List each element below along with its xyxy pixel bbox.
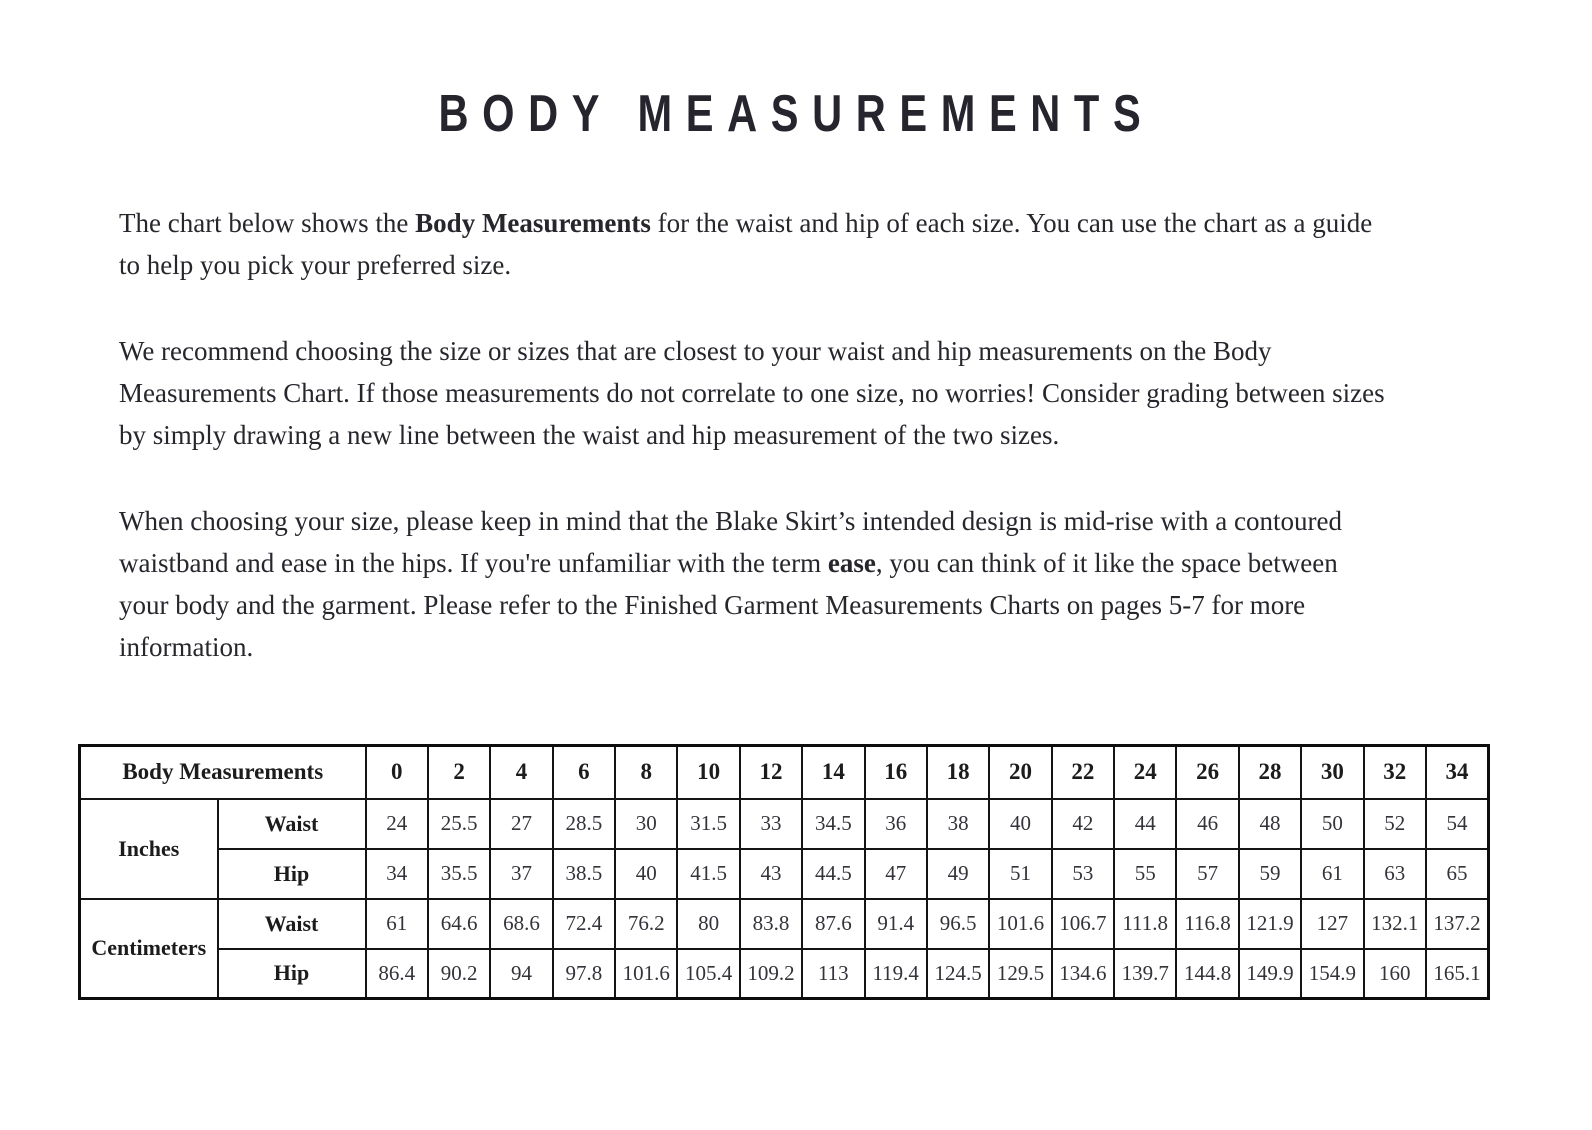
size-header-cell: 4 <box>490 746 552 799</box>
measurement-value-cell: 80 <box>677 899 739 949</box>
measurement-value-cell: 137.2 <box>1426 899 1489 949</box>
measurement-value-cell: 48 <box>1239 799 1301 849</box>
measurement-value-cell: 49 <box>927 849 989 899</box>
measurement-value-cell: 149.9 <box>1239 949 1301 999</box>
measurement-value-cell: 129.5 <box>989 949 1051 999</box>
size-header-cell: 16 <box>865 746 927 799</box>
measurement-value-cell: 38.5 <box>553 849 615 899</box>
measurement-value-cell: 34.5 <box>802 799 864 849</box>
measurement-value-cell: 40 <box>989 799 1051 849</box>
size-header-cell: 30 <box>1301 746 1363 799</box>
measurement-value-cell: 47 <box>865 849 927 899</box>
table-corner-label: Body Measurements <box>80 746 366 799</box>
measurement-value-cell: 36 <box>865 799 927 849</box>
measurement-value-cell: 44.5 <box>802 849 864 899</box>
size-header-cell: 10 <box>677 746 739 799</box>
text-run: When choosing your size, please keep in mind that the Blake Skirt’s intended design is mid-rise with a contoured waistband and ease in the hips. If you're unfamiliar with the term <box>119 506 1342 578</box>
measurement-value-cell: 160 <box>1364 949 1426 999</box>
size-header-cell: 0 <box>366 746 428 799</box>
measurement-value-cell: 54 <box>1426 799 1489 849</box>
measurement-value-cell: 61 <box>1301 849 1363 899</box>
table-head <box>80 746 1489 799</box>
measurement-value-cell: 91.4 <box>865 899 927 949</box>
measurement-row <box>80 849 1489 899</box>
measurement-value-cell: 97.8 <box>553 949 615 999</box>
size-header-cell: 20 <box>989 746 1051 799</box>
measurement-value-cell: 121.9 <box>1239 899 1301 949</box>
measurement-value-cell: 132.1 <box>1364 899 1426 949</box>
text-run: The chart below shows the <box>119 208 416 238</box>
paragraph <box>119 500 1387 668</box>
measurement-value-cell: 31.5 <box>677 799 739 849</box>
measurement-value-cell: 101.6 <box>989 899 1051 949</box>
measurement-value-cell: 51 <box>989 849 1051 899</box>
measurement-value-cell: 87.6 <box>802 899 864 949</box>
measurement-value-cell: 24 <box>366 799 428 849</box>
measurement-value-cell: 40 <box>615 849 677 899</box>
size-header-cell: 14 <box>802 746 864 799</box>
bold-text-run: ease <box>827 548 876 578</box>
text-run: , you can think of it like the space between your body and the garment. Please refer to the Finished Garment Measurements Charts on pages 5-7 for more information. <box>119 548 1338 662</box>
measurement-value-cell: 154.9 <box>1301 949 1363 999</box>
measurement-value-cell: 57 <box>1176 849 1238 899</box>
text-run: for the waist and hip of each size. You can use the chart as a guide to help you pick your preferred size. <box>119 208 1373 280</box>
size-header-cell: 26 <box>1176 746 1238 799</box>
page-title-text: BODY MEASUREMENTS <box>438 85 1154 143</box>
size-header-cell: 28 <box>1239 746 1301 799</box>
measurement-value-cell: 41.5 <box>677 849 739 899</box>
measurement-value-cell: 25.5 <box>428 799 490 849</box>
measurement-value-cell: 63 <box>1364 849 1426 899</box>
measurement-value-cell: 90.2 <box>428 949 490 999</box>
measurement-value-cell: 42 <box>1052 799 1114 849</box>
measurement-value-cell: 46 <box>1176 799 1238 849</box>
size-header-cell: 18 <box>927 746 989 799</box>
measurement-value-cell: 30 <box>615 799 677 849</box>
measurement-row <box>80 949 1489 999</box>
measurement-value-cell: 105.4 <box>677 949 739 999</box>
measurement-value-cell: 165.1 <box>1426 949 1489 999</box>
measurement-value-cell: 33 <box>740 799 802 849</box>
table-container <box>78 744 1592 1000</box>
measurement-value-cell: 76.2 <box>615 899 677 949</box>
measurement-value-cell: 50 <box>1301 799 1363 849</box>
dimension-label-cell: Waist <box>218 899 366 949</box>
measurement-value-cell: 106.7 <box>1052 899 1114 949</box>
measurement-value-cell: 109.2 <box>740 949 802 999</box>
size-header-cell: 22 <box>1052 746 1114 799</box>
dimension-label-cell: Waist <box>218 799 366 849</box>
size-header-cell: 8 <box>615 746 677 799</box>
measurement-row <box>80 799 1489 849</box>
measurement-value-cell: 139.7 <box>1114 949 1176 999</box>
page-title <box>0 86 1592 142</box>
measurement-value-cell: 96.5 <box>927 899 989 949</box>
measurement-value-cell: 127 <box>1301 899 1363 949</box>
measurement-row <box>80 899 1489 949</box>
body-measurements-table <box>78 744 1490 1000</box>
measurement-value-cell: 65 <box>1426 849 1489 899</box>
bold-text-run: Body Measurements <box>415 208 651 238</box>
measurement-value-cell: 27 <box>490 799 552 849</box>
intro-paragraphs <box>119 202 1387 668</box>
dimension-label-cell: Hip <box>218 849 366 899</box>
size-header-cell: 2 <box>428 746 490 799</box>
measurement-value-cell: 38 <box>927 799 989 849</box>
measurement-value-cell: 124.5 <box>927 949 989 999</box>
unit-label-cell: Inches <box>80 799 218 899</box>
size-header-cell: 24 <box>1114 746 1176 799</box>
measurement-value-cell: 144.8 <box>1176 949 1238 999</box>
measurement-value-cell: 72.4 <box>553 899 615 949</box>
size-header-cell: 12 <box>740 746 802 799</box>
measurement-value-cell: 28.5 <box>553 799 615 849</box>
measurement-value-cell: 113 <box>802 949 864 999</box>
text-run: We recommend choosing the size or sizes that are closest to your waist and hip measurements on the Body Measurements Chart. If those measurements do not correlate to one size, no worries! Consider grading between sizes by simply drawing a new line between the waist and hip measurement of the two sizes. <box>119 336 1385 450</box>
measurement-value-cell: 35.5 <box>428 849 490 899</box>
measurement-value-cell: 34 <box>366 849 428 899</box>
size-header-cell: 32 <box>1364 746 1426 799</box>
size-header-cell: 34 <box>1426 746 1489 799</box>
dimension-label-cell: Hip <box>218 949 366 999</box>
measurement-value-cell: 83.8 <box>740 899 802 949</box>
measurement-value-cell: 116.8 <box>1176 899 1238 949</box>
measurement-value-cell: 86.4 <box>366 949 428 999</box>
measurement-value-cell: 44 <box>1114 799 1176 849</box>
measurement-value-cell: 68.6 <box>490 899 552 949</box>
paragraph <box>119 330 1387 456</box>
measurement-value-cell: 59 <box>1239 849 1301 899</box>
measurement-value-cell: 43 <box>740 849 802 899</box>
measurement-value-cell: 52 <box>1364 799 1426 849</box>
measurement-value-cell: 101.6 <box>615 949 677 999</box>
measurement-value-cell: 64.6 <box>428 899 490 949</box>
measurement-value-cell: 37 <box>490 849 552 899</box>
measurement-value-cell: 61 <box>366 899 428 949</box>
size-header-cell: 6 <box>553 746 615 799</box>
measurement-value-cell: 119.4 <box>865 949 927 999</box>
size-header-row <box>80 746 1489 799</box>
measurement-value-cell: 55 <box>1114 849 1176 899</box>
table-body <box>80 799 1489 999</box>
unit-label-cell: Centimeters <box>80 899 218 999</box>
measurement-value-cell: 94 <box>490 949 552 999</box>
measurement-value-cell: 53 <box>1052 849 1114 899</box>
paragraph <box>119 202 1387 286</box>
measurement-value-cell: 111.8 <box>1114 899 1176 949</box>
measurement-value-cell: 134.6 <box>1052 949 1114 999</box>
